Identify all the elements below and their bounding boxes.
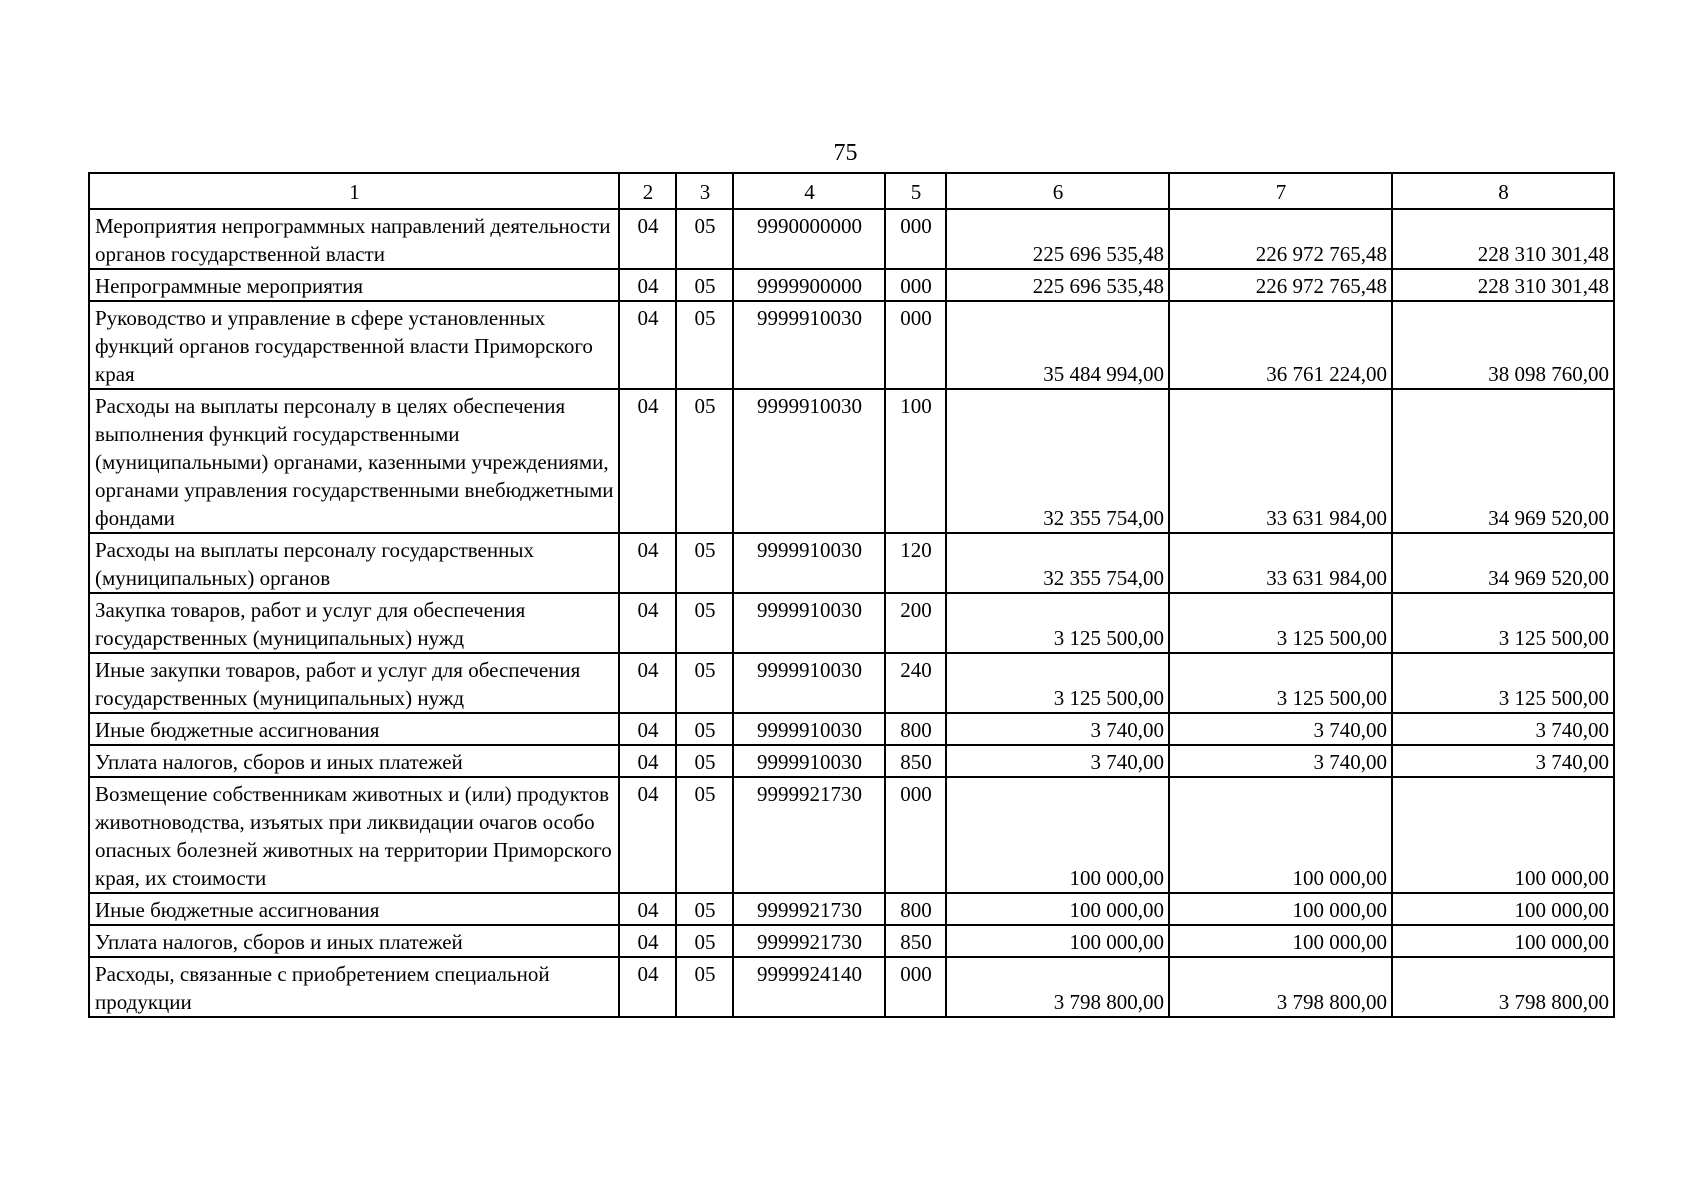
column-header: 6	[946, 173, 1169, 209]
table-row	[89, 653, 1614, 713]
expense-type-code: 850	[885, 745, 946, 777]
section-code: 04	[619, 745, 676, 777]
subsection-code: 05	[676, 713, 733, 745]
amount-col6: 3 740,00	[946, 713, 1169, 745]
amount-col6: 225 696 535,48	[946, 269, 1169, 301]
section-code: 04	[619, 925, 676, 957]
amount-col7: 3 125 500,00	[1169, 653, 1392, 713]
subsection-code: 05	[676, 745, 733, 777]
column-header: 4	[733, 173, 885, 209]
expense-type-code: 000	[885, 957, 946, 1017]
amount-col8: 100 000,00	[1392, 925, 1614, 957]
table-row	[89, 957, 1614, 1017]
amount-col6: 35 484 994,00	[946, 301, 1169, 389]
column-header: 1	[89, 173, 619, 209]
amount-col7: 3 125 500,00	[1169, 593, 1392, 653]
section-code: 04	[619, 593, 676, 653]
subsection-code: 05	[676, 777, 733, 893]
target-article-code: 9990000000	[733, 209, 885, 269]
amount-col6: 3 125 500,00	[946, 593, 1169, 653]
row-name: Иные бюджетные ассигнования	[89, 893, 619, 925]
amount-col8: 100 000,00	[1392, 777, 1614, 893]
section-code: 04	[619, 389, 676, 533]
subsection-code: 05	[676, 893, 733, 925]
target-article-code: 9999921730	[733, 925, 885, 957]
section-code: 04	[619, 533, 676, 593]
amount-col6: 225 696 535,48	[946, 209, 1169, 269]
amount-col7: 3 740,00	[1169, 713, 1392, 745]
target-article-code: 9999900000	[733, 269, 885, 301]
amount-col6: 3 125 500,00	[946, 653, 1169, 713]
row-name: Мероприятия непрограммных направлений деятельности органов государственной власти	[89, 209, 619, 269]
amount-col7: 226 972 765,48	[1169, 269, 1392, 301]
column-header: 8	[1392, 173, 1614, 209]
column-header: 3	[676, 173, 733, 209]
amount-col8: 228 310 301,48	[1392, 269, 1614, 301]
section-code: 04	[619, 653, 676, 713]
amount-col6: 3 740,00	[946, 745, 1169, 777]
section-code: 04	[619, 777, 676, 893]
table-row	[89, 209, 1614, 269]
amount-col8: 100 000,00	[1392, 893, 1614, 925]
amount-col6: 32 355 754,00	[946, 389, 1169, 533]
row-name: Расходы на выплаты персоналу в целях обеспечения выполнения функций государственными (муниципальными) органами, казенными учреждениями, органами управления государственными внебюджетными фондами	[89, 389, 619, 533]
section-code: 04	[619, 893, 676, 925]
target-article-code: 9999910030	[733, 593, 885, 653]
amount-col7: 226 972 765,48	[1169, 209, 1392, 269]
subsection-code: 05	[676, 533, 733, 593]
table-row	[89, 745, 1614, 777]
column-header: 2	[619, 173, 676, 209]
subsection-code: 05	[676, 301, 733, 389]
expense-type-code: 200	[885, 593, 946, 653]
expense-type-code: 800	[885, 893, 946, 925]
target-article-code: 9999910030	[733, 713, 885, 745]
section-code: 04	[619, 269, 676, 301]
amount-col8: 34 969 520,00	[1392, 533, 1614, 593]
amount-col8: 38 098 760,00	[1392, 301, 1614, 389]
table-row	[89, 713, 1614, 745]
table-row	[89, 925, 1614, 957]
amount-col8: 3 125 500,00	[1392, 593, 1614, 653]
table-row	[89, 593, 1614, 653]
subsection-code: 05	[676, 389, 733, 533]
subsection-code: 05	[676, 653, 733, 713]
amount-col8: 3 125 500,00	[1392, 653, 1614, 713]
amount-col8: 3 740,00	[1392, 713, 1614, 745]
expense-type-code: 120	[885, 533, 946, 593]
table-row	[89, 893, 1614, 925]
expense-type-code: 240	[885, 653, 946, 713]
expense-type-code: 800	[885, 713, 946, 745]
amount-col7: 3 740,00	[1169, 745, 1392, 777]
section-code: 04	[619, 209, 676, 269]
target-article-code: 9999910030	[733, 653, 885, 713]
amount-col6: 100 000,00	[946, 777, 1169, 893]
amount-col8: 3 798 800,00	[1392, 957, 1614, 1017]
section-code: 04	[619, 713, 676, 745]
amount-col6: 3 798 800,00	[946, 957, 1169, 1017]
row-name: Иные закупки товаров, работ и услуг для обеспечения государственных (муниципальных) нужд	[89, 653, 619, 713]
row-name: Возмещение собственникам животных и (или) продуктов животноводства, изъятых при ликвидации очагов особо опасных болезней животных на территории Приморского края, их стоимости	[89, 777, 619, 893]
row-name: Непрограммные мероприятия	[89, 269, 619, 301]
target-article-code: 9999910030	[733, 389, 885, 533]
amount-col7: 36 761 224,00	[1169, 301, 1392, 389]
table-row	[89, 533, 1614, 593]
target-article-code: 9999910030	[733, 533, 885, 593]
amount-col7: 33 631 984,00	[1169, 533, 1392, 593]
header-row	[89, 173, 1614, 209]
target-article-code: 9999921730	[733, 777, 885, 893]
table-row	[89, 301, 1614, 389]
amount-col6: 100 000,00	[946, 925, 1169, 957]
subsection-code: 05	[676, 593, 733, 653]
target-article-code: 9999921730	[733, 893, 885, 925]
amount-col6: 100 000,00	[946, 893, 1169, 925]
amount-col7: 100 000,00	[1169, 777, 1392, 893]
amount-col7: 33 631 984,00	[1169, 389, 1392, 533]
page-number: 75	[833, 140, 858, 166]
target-article-code: 9999924140	[733, 957, 885, 1017]
subsection-code: 05	[676, 957, 733, 1017]
amount-col7: 100 000,00	[1169, 925, 1392, 957]
expense-type-code: 850	[885, 925, 946, 957]
row-name: Расходы на выплаты персоналу государственных (муниципальных) органов	[89, 533, 619, 593]
row-name: Руководство и управление в сфере установленных функций органов государственной власти Приморского края	[89, 301, 619, 389]
section-code: 04	[619, 301, 676, 389]
subsection-code: 05	[676, 269, 733, 301]
amount-col6: 32 355 754,00	[946, 533, 1169, 593]
expense-type-code: 000	[885, 209, 946, 269]
amount-col7: 100 000,00	[1169, 893, 1392, 925]
row-name: Закупка товаров, работ и услуг для обеспечения государственных (муниципальных) нужд	[89, 593, 619, 653]
column-header: 5	[885, 173, 946, 209]
table-row	[89, 269, 1614, 301]
amount-col8: 3 740,00	[1392, 745, 1614, 777]
target-article-code: 9999910030	[733, 745, 885, 777]
target-article-code: 9999910030	[733, 301, 885, 389]
expense-type-code: 000	[885, 269, 946, 301]
row-name: Уплата налогов, сборов и иных платежей	[89, 925, 619, 957]
table-row	[89, 389, 1614, 533]
amount-col7: 3 798 800,00	[1169, 957, 1392, 1017]
row-name: Уплата налогов, сборов и иных платежей	[89, 745, 619, 777]
column-header: 7	[1169, 173, 1392, 209]
expense-type-code: 000	[885, 777, 946, 893]
subsection-code: 05	[676, 209, 733, 269]
expense-type-code: 000	[885, 301, 946, 389]
table-row	[89, 777, 1614, 893]
section-code: 04	[619, 957, 676, 1017]
amount-col8: 228 310 301,48	[1392, 209, 1614, 269]
amount-col8: 34 969 520,00	[1392, 389, 1614, 533]
row-name: Иные бюджетные ассигнования	[89, 713, 619, 745]
budget-table	[88, 172, 1615, 1018]
subsection-code: 05	[676, 925, 733, 957]
expense-type-code: 100	[885, 389, 946, 533]
row-name: Расходы, связанные с приобретением специальной продукции	[89, 957, 619, 1017]
